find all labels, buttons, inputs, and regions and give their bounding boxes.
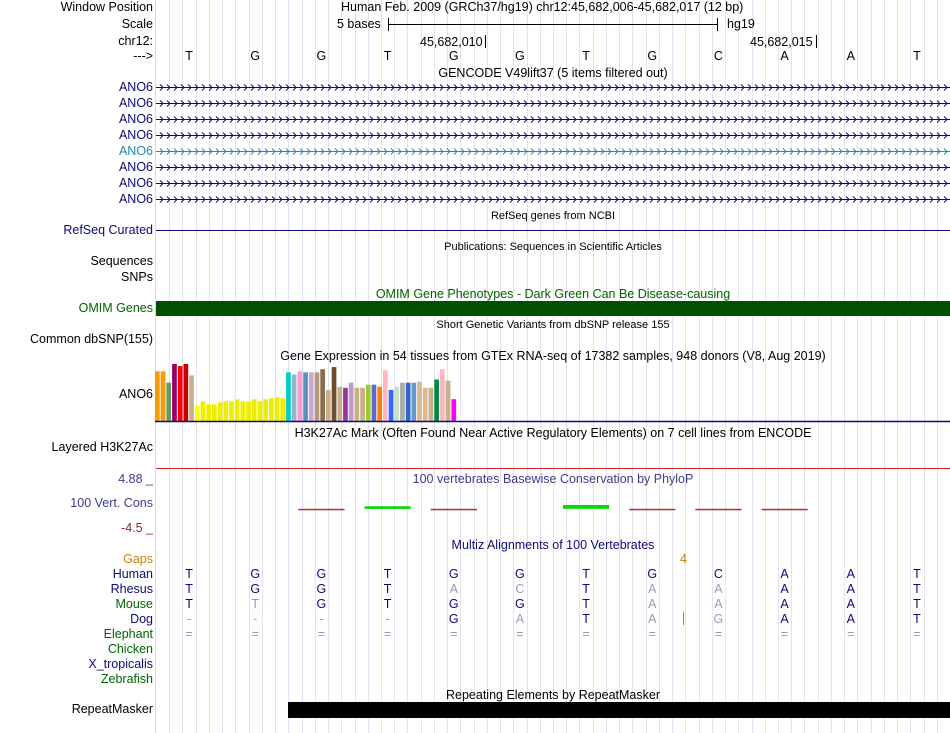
- phylop-score-mark[interactable]: [431, 509, 477, 511]
- phylop-score-mark[interactable]: [298, 509, 344, 511]
- gtex-tissue-bar[interactable]: [309, 372, 314, 421]
- gtex-tissue-bar[interactable]: [383, 370, 388, 421]
- omim-track-label[interactable]: OMIM Genes: [78, 301, 153, 315]
- species-label[interactable]: X_tropicalis: [88, 657, 153, 671]
- dna-base: G: [647, 49, 658, 63]
- gtex-bar-chart[interactable]: [155, 364, 950, 424]
- alignment-base: T: [582, 567, 590, 581]
- phylop-track-label[interactable]: 100 Vert. Cons: [70, 496, 153, 510]
- phylop-score-mark[interactable]: [629, 509, 675, 511]
- alignment-base: G: [448, 597, 459, 611]
- gtex-tissue-bar[interactable]: [246, 401, 251, 421]
- alignment-base: T: [383, 597, 392, 611]
- species-label[interactable]: Rhesus: [110, 582, 153, 596]
- gtex-tissue-bar[interactable]: [223, 401, 228, 421]
- publications-snps-label[interactable]: SNPs: [121, 270, 153, 284]
- gtex-tissue-bar[interactable]: [206, 404, 211, 421]
- gtex-tissue-bar[interactable]: [377, 387, 382, 421]
- coord-label-2: 45,682,015: [750, 35, 813, 49]
- gencode-transcript-line[interactable]: [156, 113, 950, 125]
- alignment-base: A: [780, 582, 789, 596]
- alignment-base: T: [383, 582, 392, 596]
- gtex-tissue-bar[interactable]: [349, 383, 354, 421]
- repeatmasker-track-title[interactable]: Repeating Elements by RepeatMasker: [445, 688, 660, 702]
- publications-track-title[interactable]: Publications: Sequences in Scientific Articles: [444, 241, 662, 253]
- gtex-tissue-bar[interactable]: [429, 388, 434, 421]
- alignment-base: G: [448, 567, 459, 581]
- alignment-base: A: [714, 597, 723, 611]
- scale-bar-right-tick: [717, 18, 718, 31]
- multiz-track-title[interactable]: Multiz Alignments of 100 Vertebrates: [451, 538, 655, 552]
- dna-base: G: [250, 49, 261, 63]
- alignment-base: A: [648, 612, 657, 626]
- gtex-tissue-bar[interactable]: [423, 388, 428, 421]
- alignment-base: T: [582, 582, 590, 596]
- gtex-tissue-bar[interactable]: [446, 381, 451, 421]
- phylop-score-mark[interactable]: [762, 509, 808, 511]
- alignment-base: =: [582, 627, 590, 641]
- alignment-base: C: [515, 582, 525, 596]
- alignment-base: A: [449, 582, 458, 596]
- alignment-base: A: [846, 567, 855, 581]
- gtex-tissue-bar[interactable]: [451, 399, 456, 421]
- alignment-base: C: [713, 567, 723, 581]
- h3k27ac-track-title[interactable]: H3K27Ac Mark (Often Found Near Active Regulatory Elements) on 7 cell lines from ENCODE: [294, 426, 812, 440]
- publications-sequences-label[interactable]: Sequences: [90, 254, 153, 268]
- alignment-base: G: [316, 567, 327, 581]
- phylop-plot[interactable]: [156, 488, 950, 528]
- gtex-tissue-bar[interactable]: [320, 369, 325, 421]
- alignment-base: -: [253, 612, 258, 626]
- phylop-max-label: 4.88 _: [118, 472, 153, 486]
- gtex-tissue-bar[interactable]: [337, 387, 342, 421]
- window-position-label: Window Position: [60, 0, 153, 14]
- alignment-base: G: [515, 567, 525, 581]
- gtex-tissue-bar[interactable]: [172, 364, 177, 421]
- multiz-gap-count: 4: [680, 552, 687, 566]
- alignment-base: G: [316, 582, 327, 596]
- alignment-base: A: [846, 582, 855, 596]
- scale-text: 5 bases: [337, 17, 381, 31]
- alignment-base: T: [582, 612, 590, 626]
- alignment-base: G: [647, 567, 658, 581]
- gtex-tissue-bar[interactable]: [201, 401, 206, 421]
- multiz-gaps-label: Gaps: [123, 552, 153, 566]
- gencode-transcript-label[interactable]: ANO6: [118, 192, 153, 206]
- gtex-tissue-bar[interactable]: [303, 372, 308, 421]
- gtex-tissue-bar[interactable]: [298, 371, 303, 421]
- gtex-tissue-bar[interactable]: [417, 382, 422, 421]
- gtex-tissue-bar[interactable]: [372, 385, 377, 421]
- alignment-base: A: [780, 567, 789, 581]
- gtex-tissue-bar[interactable]: [229, 401, 234, 421]
- gencode-transcript-line[interactable]: [156, 193, 950, 205]
- alignment-base: -: [186, 612, 192, 626]
- alignment-base: T: [185, 582, 193, 596]
- alignment-base: A: [515, 612, 525, 626]
- scale-assembly: hg19: [727, 17, 755, 31]
- gtex-tissue-bar[interactable]: [286, 372, 291, 421]
- scale-bar: [388, 24, 718, 25]
- alignment-base: G: [515, 597, 525, 611]
- gencode-transcript-label[interactable]: ANO6: [118, 176, 153, 190]
- h3k27ac-signal-line[interactable]: [156, 468, 950, 469]
- alignment-base: T: [913, 582, 921, 596]
- gtex-tissue-bar[interactable]: [166, 383, 171, 421]
- gencode-transcript-label[interactable]: ANO6: [118, 96, 153, 110]
- omim-track-title[interactable]: OMIM Gene Phenotypes - Dark Green Can Be Disease-causing: [375, 287, 731, 301]
- scale-bar-left-tick: [388, 18, 389, 31]
- dna-base: A: [780, 49, 789, 63]
- gencode-transcript-label[interactable]: ANO6: [118, 144, 153, 158]
- gtex-tissue-bar[interactable]: [252, 399, 257, 421]
- refseq-gene-line[interactable]: [156, 230, 950, 231]
- alignment-base: =: [450, 627, 458, 641]
- alignment-base: A: [846, 612, 855, 626]
- repeatmasker-element-bar[interactable]: [288, 702, 950, 718]
- species-label[interactable]: Zebrafish: [100, 672, 153, 686]
- gtex-tissue-bar[interactable]: [366, 385, 371, 421]
- dna-base: A: [846, 49, 855, 63]
- gtex-tissue-bar[interactable]: [161, 371, 166, 421]
- dna-base: G: [515, 49, 525, 63]
- alignment-base: =: [913, 627, 921, 641]
- alignment-base: =: [847, 627, 855, 641]
- gtex-track-title[interactable]: Gene Expression in 54 tissues from GTEx RNA-seq of 17382 samples, 948 donors (V8, Aug 2019): [280, 349, 826, 363]
- gtex-tissue-bar[interactable]: [400, 383, 405, 421]
- h3k27ac-track-label[interactable]: Layered H3K27Ac: [51, 440, 153, 454]
- alignment-base: T: [185, 597, 193, 611]
- gtex-tissue-bar[interactable]: [269, 398, 274, 421]
- gtex-tissue-bar[interactable]: [389, 390, 394, 421]
- alignment-base: T: [913, 597, 921, 611]
- gtex-tissue-bar[interactable]: [355, 388, 360, 421]
- refseq-track-title[interactable]: RefSeq genes from NCBI: [490, 210, 616, 222]
- gtex-tissue-bar[interactable]: [412, 383, 417, 421]
- gtex-tissue-bar[interactable]: [434, 380, 439, 422]
- gtex-tissue-bar[interactable]: [184, 364, 189, 421]
- alignment-base: T: [913, 567, 921, 581]
- alignment-base: G: [316, 597, 327, 611]
- gtex-tissue-bar[interactable]: [155, 371, 160, 421]
- dna-base: T: [383, 49, 392, 63]
- gtex-tissue-bar[interactable]: [360, 388, 365, 421]
- alignment-base: =: [383, 627, 392, 641]
- scale-label: Scale: [121, 17, 153, 31]
- gencode-transcript-line[interactable]: [156, 161, 950, 173]
- gtex-tissue-bar[interactable]: [212, 404, 217, 421]
- gencode-transcript-line[interactable]: [156, 81, 950, 93]
- alignment-base: =: [251, 627, 259, 641]
- gtex-track-label[interactable]: ANO6: [118, 387, 153, 401]
- alignment-base: A: [780, 612, 789, 626]
- gtex-tissue-bar[interactable]: [195, 406, 200, 422]
- alignment-base: A: [648, 597, 657, 611]
- gtex-tissue-bar[interactable]: [189, 375, 194, 421]
- species-label[interactable]: Chicken: [107, 642, 153, 656]
- gencode-transcript-label[interactable]: ANO6: [118, 128, 153, 142]
- gtex-tissue-bar[interactable]: [292, 374, 297, 421]
- dna-base: G: [448, 49, 459, 63]
- gtex-tissue-bar[interactable]: [258, 401, 263, 421]
- gencode-transcript-label[interactable]: ANO6: [118, 80, 153, 94]
- gencode-transcript-label[interactable]: ANO6: [118, 112, 153, 126]
- alignment-base: =: [185, 627, 193, 641]
- coord-label-1: 45,682,010: [420, 35, 483, 49]
- alignment-base: G: [713, 612, 724, 626]
- species-label[interactable]: Mouse: [115, 597, 153, 611]
- gtex-tissue-bar[interactable]: [440, 369, 445, 421]
- window-position-value: Human Feb. 2009 (GRCh37/hg19) chr12:45,682,006-45,682,017 (12 bp): [341, 0, 744, 14]
- insertion-marker: [683, 612, 684, 625]
- alignment-base: A: [648, 582, 657, 596]
- gtex-tissue-bar[interactable]: [332, 367, 337, 421]
- alignment-base: A: [780, 597, 789, 611]
- alignment-base: =: [516, 627, 524, 641]
- alignment-base: =: [780, 627, 789, 641]
- alignment-base: A: [846, 597, 855, 611]
- alignment-base: =: [648, 627, 656, 641]
- alignment-base: T: [185, 567, 193, 581]
- dbsnp-track-label[interactable]: Common dbSNP(155): [30, 332, 153, 346]
- gencode-transcript-label[interactable]: ANO6: [118, 160, 153, 174]
- phylop-min-label: -4.5 _: [121, 521, 153, 535]
- phylop-score-mark[interactable]: [563, 505, 609, 509]
- alignment-base: T: [913, 612, 921, 626]
- omim-phenotype-bar[interactable]: [156, 301, 950, 316]
- gtex-tissue-bar[interactable]: [326, 390, 331, 421]
- species-label[interactable]: Human: [112, 567, 153, 581]
- dna-base: T: [185, 49, 193, 63]
- strand-label: --->: [133, 49, 153, 63]
- gtex-tissue-bar[interactable]: [394, 387, 399, 421]
- alignment-base: G: [250, 567, 261, 581]
- alignment-base: T: [383, 567, 392, 581]
- gtex-tissue-bar[interactable]: [280, 398, 285, 421]
- dna-base: T: [582, 49, 590, 63]
- gencode-track-title[interactable]: GENCODE V49lift37 (5 items filtered out): [438, 66, 668, 80]
- coord-tick-2: [816, 35, 817, 48]
- dna-base: C: [713, 49, 723, 63]
- chrom-label: chr12:: [118, 34, 153, 48]
- phylop-track-title[interactable]: 100 vertebrates Basewise Conservation by PhyloP: [412, 472, 694, 486]
- gtex-tissue-bar[interactable]: [406, 383, 411, 421]
- gencode-transcript-line[interactable]: [156, 97, 950, 109]
- alignment-base: G: [250, 582, 261, 596]
- gencode-transcript-line[interactable]: [156, 145, 950, 157]
- gtex-tissue-bar[interactable]: [241, 401, 246, 421]
- species-label[interactable]: Elephant: [103, 627, 153, 641]
- gtex-tissue-bar[interactable]: [315, 372, 320, 421]
- gtex-tissue-bar[interactable]: [275, 397, 280, 421]
- dbsnp-track-title[interactable]: Short Genetic Variants from dbSNP release 155: [436, 319, 670, 331]
- gtex-tissue-bar[interactable]: [218, 402, 223, 421]
- alignment-base: A: [714, 582, 723, 596]
- alignment-base: -: [385, 612, 390, 626]
- alignment-base: -: [319, 612, 324, 626]
- gtex-tissue-bar[interactable]: [178, 366, 183, 421]
- alignment-base: T: [582, 597, 590, 611]
- gencode-transcript-line[interactable]: [156, 129, 950, 141]
- alignment-base: =: [317, 627, 326, 641]
- dna-base: T: [913, 49, 921, 63]
- gtex-tissue-bar[interactable]: [343, 388, 348, 421]
- phylop-score-mark[interactable]: [695, 509, 741, 511]
- phylop-score-mark[interactable]: [365, 506, 411, 509]
- alignment-base: G: [448, 612, 459, 626]
- gtex-tissue-bar[interactable]: [263, 399, 268, 421]
- alignment-base: =: [714, 627, 723, 641]
- gencode-transcript-line[interactable]: [156, 177, 950, 189]
- dna-base: G: [316, 49, 327, 63]
- species-label[interactable]: Dog: [130, 612, 153, 626]
- alignment-base: T: [251, 597, 260, 611]
- refseq-track-label[interactable]: RefSeq Curated: [63, 223, 153, 237]
- repeatmasker-track-label[interactable]: RepeatMasker: [71, 702, 153, 716]
- gtex-tissue-bar[interactable]: [235, 399, 240, 421]
- coord-tick-1: [485, 35, 486, 48]
